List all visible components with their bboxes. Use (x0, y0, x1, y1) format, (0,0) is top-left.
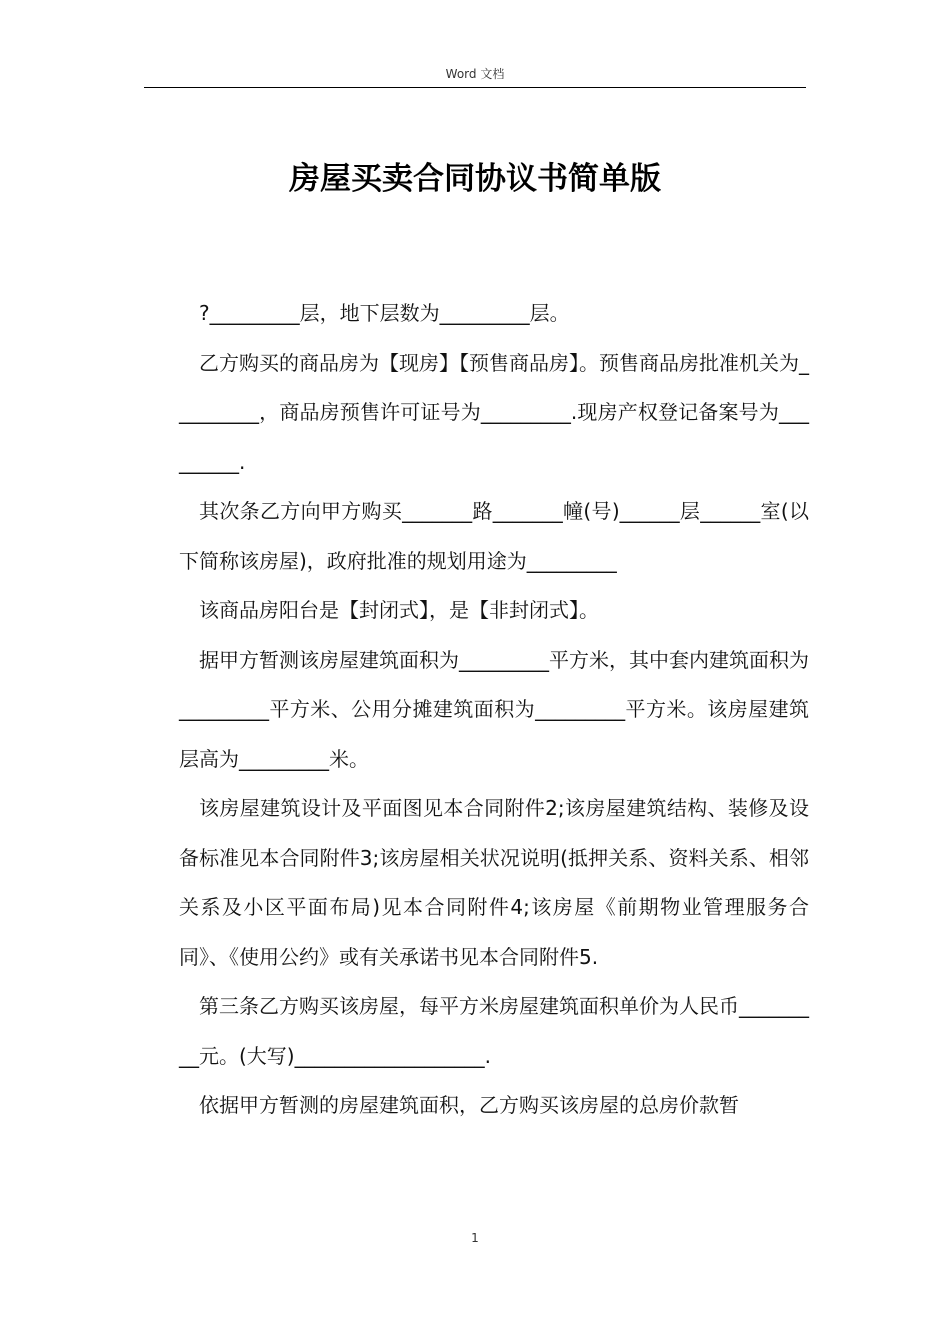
paragraph: 其次条乙方向甲方购买_______路_______幢(号)______层______室(以下简称该房屋)，政府批准的规划用途为_________ (179, 499, 809, 573)
page-header-label: Word 文档 (445, 67, 505, 81)
paragraph: ?_________层，地下层数为_________层。 (199, 301, 570, 325)
document-body (179, 289, 809, 1131)
document-title: 房屋买卖合同协议书简单版 (289, 161, 661, 197)
paragraph: 据甲方暂测该房屋建筑面积为_________平方米，其中套内建筑面积为_________平方米、公用分摊建筑面积为_________平方米。该房屋建筑层高为_________米。 (179, 647, 809, 771)
paragraph: 该房屋建筑设计及平面图见本合同附件2;该房屋建筑结构、装修及设备标准见本合同附件3;该房屋相关状况说明(抵押关系、资料关系、相邻关系及小区平面布局)见本合同附件4;该房屋《前期物业管理服务合同》、《使用公约》或有关承诺书见本合同附件5. (179, 796, 809, 969)
paragraph: 乙方购买的商品房为【现房】【预售商品房】。预售商品房批准机关为_________，商品房预售许可证号为_________.现房产权登记备案号为_________. (179, 350, 809, 474)
paragraph: 依据甲方暂测的房屋建筑面积，乙方购买该房屋的总房价款暂 (199, 1093, 739, 1117)
page-number: 1 (471, 1231, 479, 1245)
paragraph: 该商品房阳台是【封闭式】，是【非封闭式】。 (199, 598, 599, 622)
header-divider (144, 87, 806, 88)
paragraph: 第三条乙方购买该房屋，每平方米房屋建筑面积单价为人民币_________元。(大写)___________________. (179, 994, 809, 1068)
